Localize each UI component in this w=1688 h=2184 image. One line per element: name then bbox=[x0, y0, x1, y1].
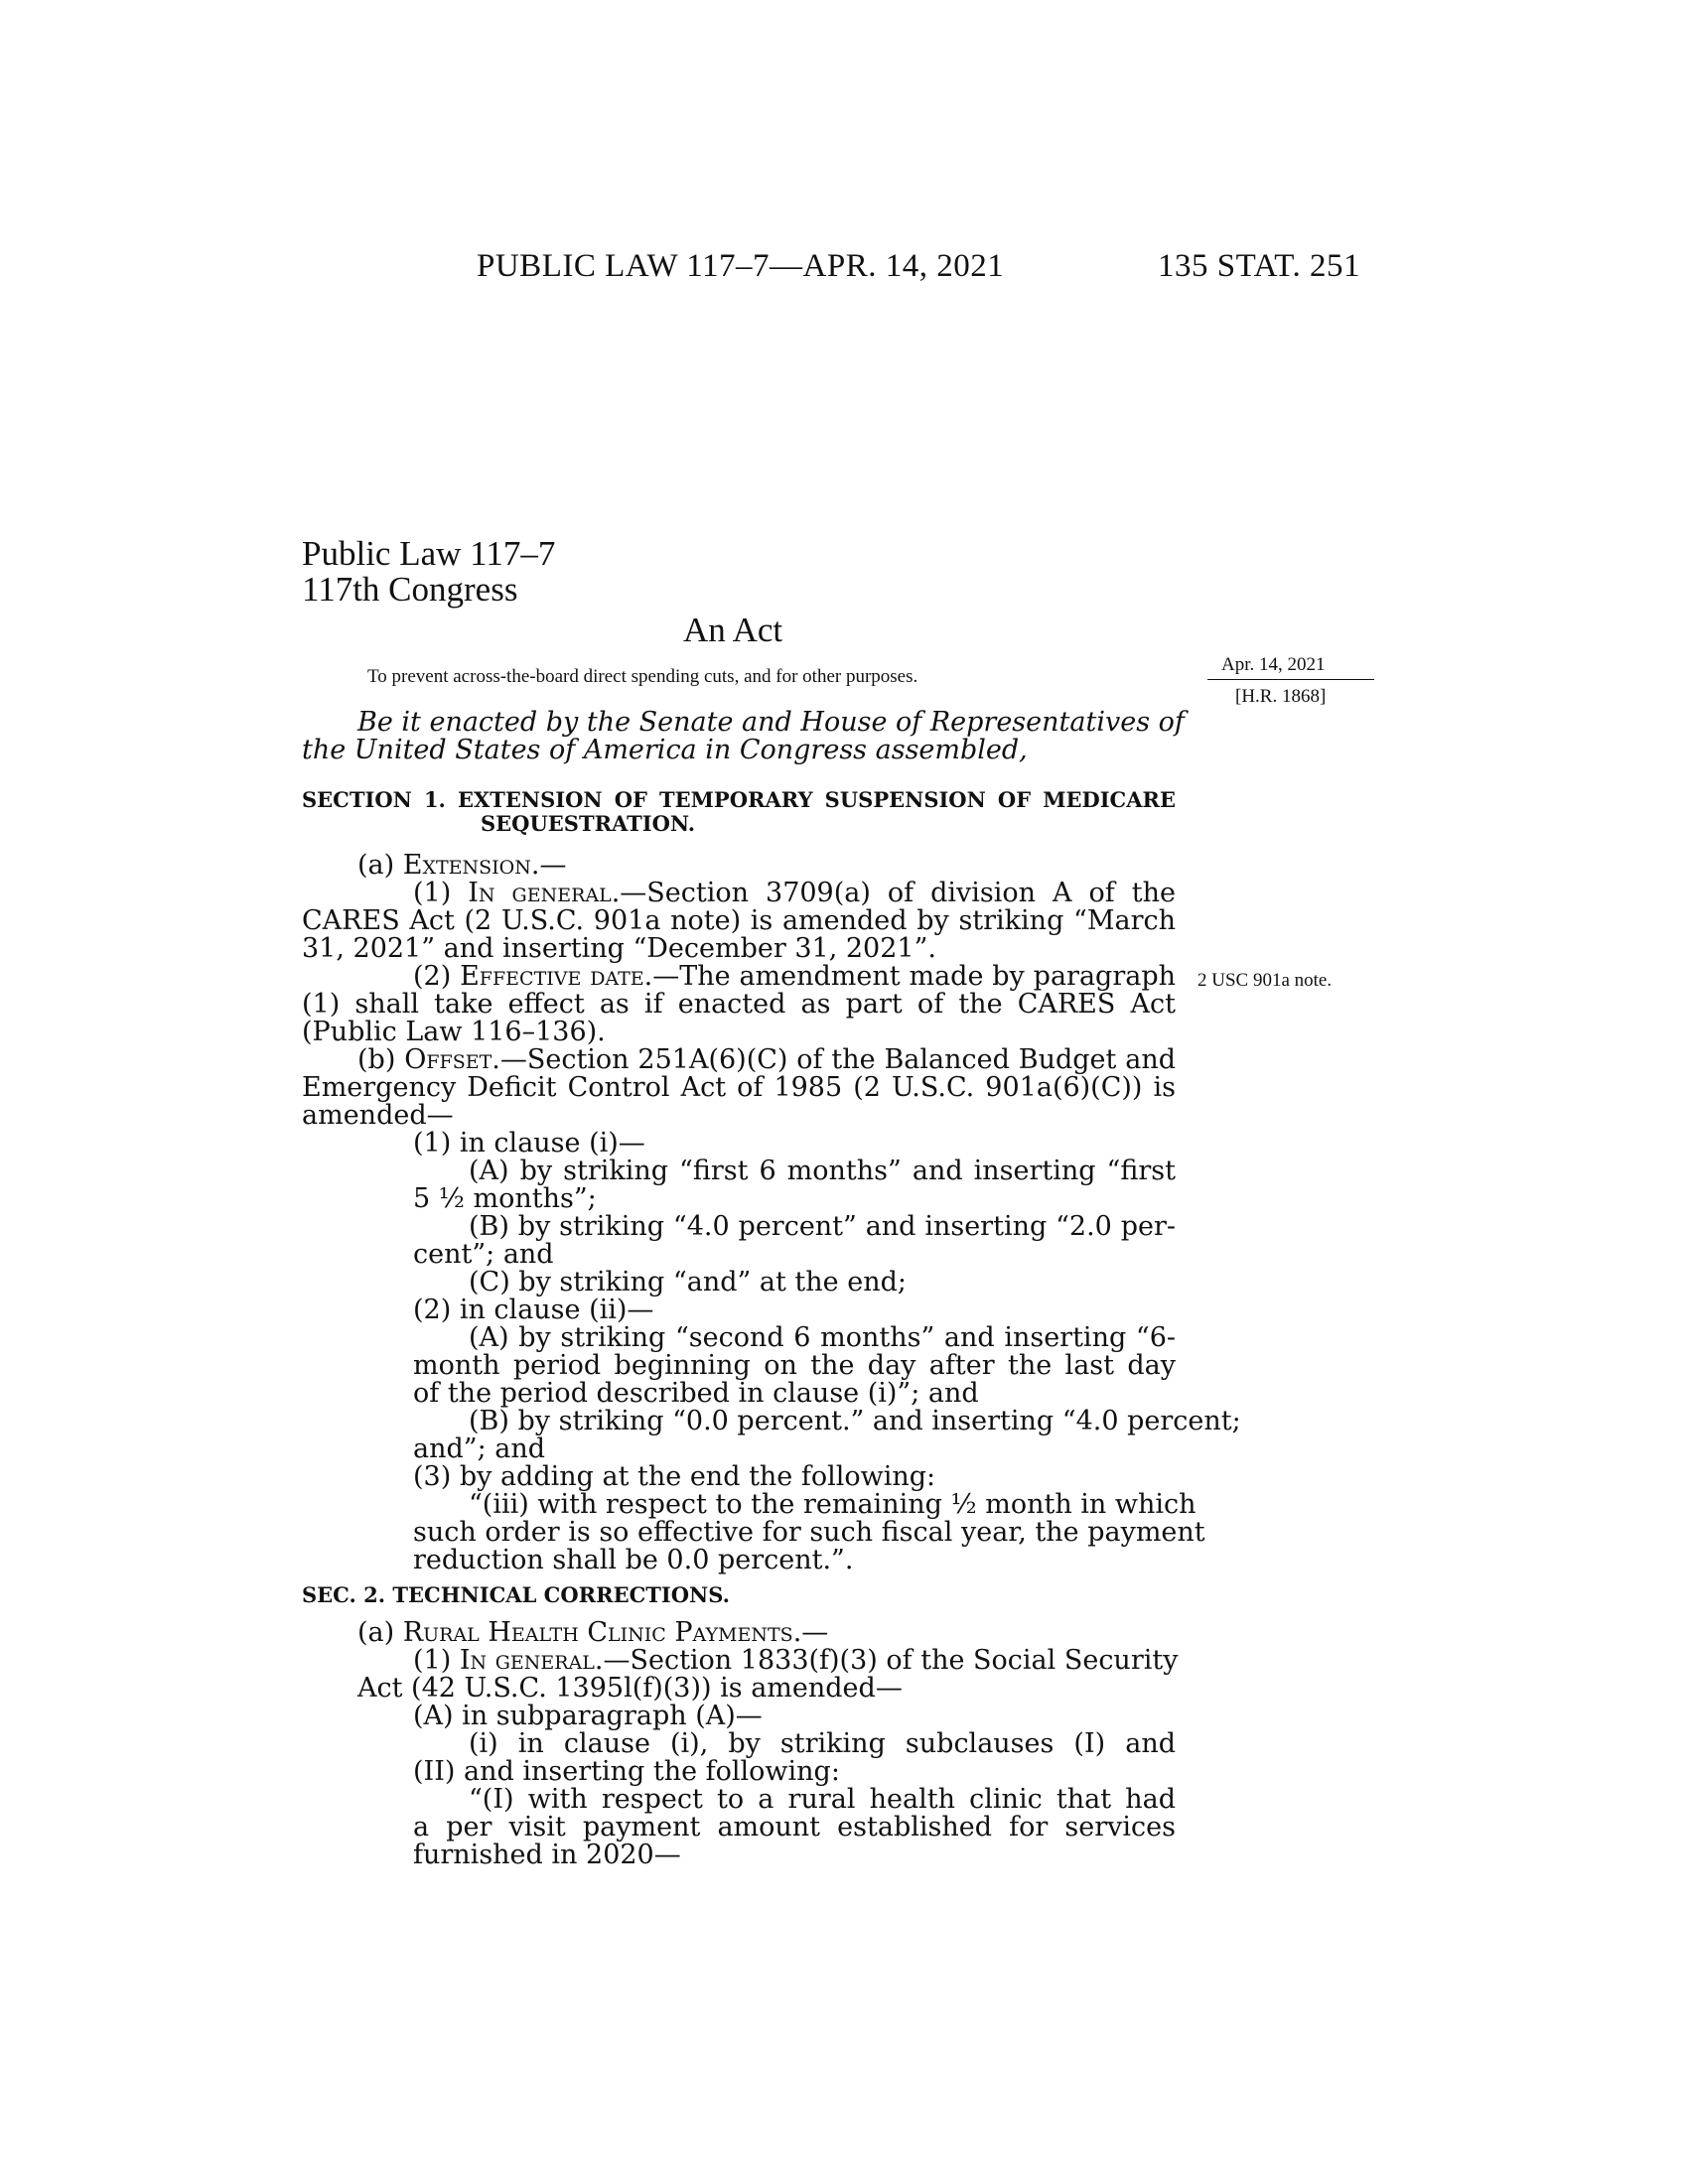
s1-b3: (3) by adding at the end the following: bbox=[413, 1461, 936, 1492]
s1-b2A-line-3: of the period described in clause (i)”; and bbox=[413, 1378, 979, 1409]
s1-a2-line-2: (1) shall take effect as if enacted as part of the CARES Act bbox=[302, 989, 1176, 1020]
s1-b1A-line-1: (A) by striking “first 6 months” and inserting “first bbox=[469, 1156, 1176, 1186]
s1-b-line-3: amended— bbox=[302, 1100, 454, 1131]
s1-b1C: (C) by striking “and” at the end; bbox=[469, 1267, 907, 1297]
s1-a2-line-3: (Public Law 116–136). bbox=[302, 1017, 606, 1047]
margin-rule bbox=[1207, 679, 1374, 680]
s1-b1B-line-1: (B) by striking “4.0 percent” and inserting “2.0 per- bbox=[469, 1211, 1176, 1242]
s1-a1-line-3: 31, 2021” and inserting “December 31, 2021”. bbox=[302, 933, 936, 964]
s2-a: (a) Rural Health Clinic Payments.— bbox=[357, 1617, 829, 1648]
s1-b3-quote-line-2: such order is so effective for such fiscal year, the payment bbox=[413, 1517, 1205, 1548]
s2-a1Ai-line-2: (II) and inserting the following: bbox=[413, 1756, 840, 1787]
s2-a1-line-1: (1) In general.—Section 1833(f)(3) of the Social Security bbox=[413, 1645, 1179, 1676]
enacting-clause bbox=[302, 707, 1185, 765]
margin-date: Apr. 14, 2021 bbox=[1221, 654, 1326, 675]
section-2-heading-line: SEC. 2. TECHNICAL CORRECTIONS. bbox=[302, 1582, 730, 1607]
act-purpose: To prevent across-the-board direct spending cuts, and for other purposes. bbox=[367, 666, 918, 687]
s2-quote-line-3: furnished in 2020— bbox=[413, 1840, 681, 1870]
s1-b2A-line-2: month period beginning on the day after the last day bbox=[413, 1350, 1176, 1381]
s1-b-line-2: Emergency Deficit Control Act of 1985 (2 U.S.C. 901a(6)(C)) is bbox=[302, 1072, 1176, 1103]
section-2-body bbox=[302, 1617, 1179, 1870]
enacting-line-1: Be it enacted by the Senate and House of Representatives of bbox=[357, 707, 1185, 738]
s1-a: (a) Extension.— bbox=[357, 850, 567, 881]
section-1-heading-line-2: SEQUESTRATION. bbox=[481, 811, 696, 836]
congress-number: 117th Congress bbox=[302, 570, 518, 609]
s1-b1B-line-2: cent”; and bbox=[413, 1239, 554, 1270]
margin-bill-number: [H.R. 1868] bbox=[1235, 686, 1327, 707]
an-act-title: An Act bbox=[683, 611, 783, 649]
section-2-heading bbox=[302, 1582, 1176, 1606]
s1-b2: (2) in clause (ii)— bbox=[413, 1295, 654, 1325]
margin-usc-note: 2 USC 901a note. bbox=[1197, 970, 1333, 991]
section-1-heading-line-1: SECTION 1. EXTENSION OF TEMPORARY SUSPENSION OF MEDICARE bbox=[302, 787, 1176, 812]
s1-b2B-line-1: (B) by striking “0.0 percent.” and inserting “4.0 percent; bbox=[469, 1406, 1241, 1436]
section-1-heading bbox=[302, 787, 1176, 835]
s1-b1: (1) in clause (i)— bbox=[413, 1128, 645, 1159]
s1-b3-quote-line-3: reduction shall be 0.0 percent.”. bbox=[413, 1545, 854, 1575]
s1-a2-line-1: (2) Effective date.—The amendment made by paragraph bbox=[413, 961, 1177, 992]
s2-a1-line-2: Act (42 U.S.C. 1395l(f)(3)) is amended— bbox=[357, 1673, 903, 1704]
s2-quote-line-2: a per visit payment amount established for services bbox=[413, 1812, 1176, 1843]
running-header-law: PUBLIC LAW 117–7—APR. 14, 2021 bbox=[477, 248, 1005, 284]
s2-a1A: (A) in subparagraph (A)— bbox=[413, 1701, 763, 1731]
s1-b2A-line-1: (A) by striking “second 6 months” and inserting “6- bbox=[469, 1322, 1176, 1353]
s1-a1-line-2: CARES Act (2 U.S.C. 901a note) is amended by striking “March bbox=[302, 905, 1176, 936]
public-law-number: Public Law 117–7 bbox=[302, 534, 556, 573]
s2-quote-line-1: “(I) with respect to a rural health clinic that had bbox=[469, 1784, 1176, 1815]
s1-b2B-line-2: and”; and bbox=[413, 1433, 546, 1464]
s1-b-line-1: (b) Offset.—Section 251A(6)(C) of the Balanced Budget and bbox=[357, 1044, 1176, 1075]
s1-b3-quote-line-1: “(iii) with respect to the remaining ½ month in which bbox=[469, 1489, 1196, 1520]
enacting-line-2: the United States of America in Congress assembled, bbox=[302, 735, 1028, 765]
running-header-stat-page: 135 STAT. 251 bbox=[1158, 248, 1361, 284]
s1-a1-line-1: (1) In general.—Section 3709(a) of division A of the bbox=[413, 878, 1177, 908]
s2-a1Ai-line-1: (i) in clause (i), by striking subclauses (I) and bbox=[469, 1728, 1176, 1759]
s1-b1A-line-2: 5 ½ months”; bbox=[413, 1183, 597, 1214]
section-1-body bbox=[302, 850, 1241, 1575]
